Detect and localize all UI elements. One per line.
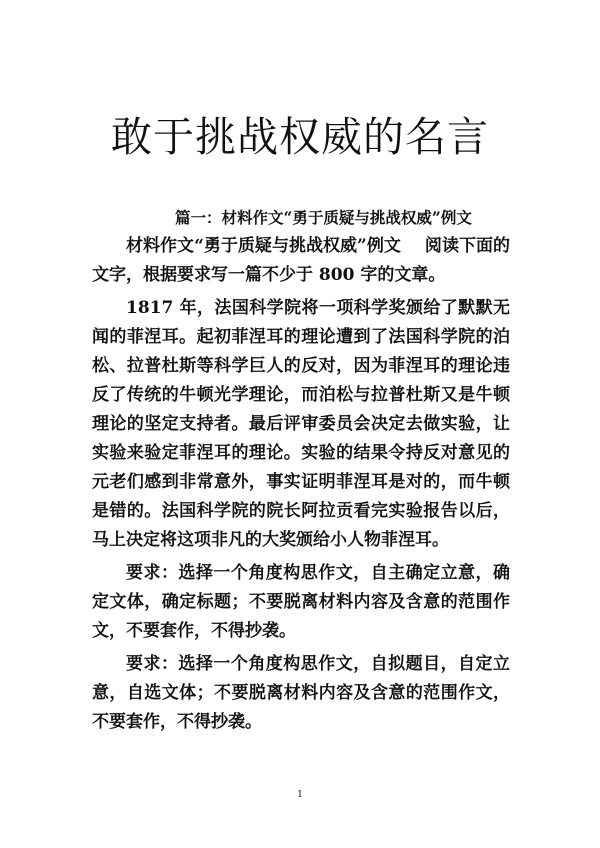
intro-instruction: 阅读下面的文字，根据要求写一篇不少于 800 字的文章。 (92, 236, 511, 285)
page-number: 1 (297, 790, 303, 800)
intro-heading: 材料作文“勇于质疑与挑战权威”例文 (126, 236, 401, 256)
requirement-paragraph-2: 要求：选择一个角度构思作文，自拟题目，自定立意，自选文体；不要脱离材料内容及含意的范围作文，不要套作，不得抄袭。 (92, 654, 510, 732)
article-body (92, 232, 510, 741)
page-title: 敢于挑战权威的名言 (111, 113, 489, 161)
requirement-paragraph-1: 要求：选择一个角度构思作文，自主确定立意，确定文体，确定标题；不要脱离材料内容及含意的范围作文，不要套作，不得抄袭。 (92, 563, 510, 641)
article-subtitle: 篇一：材料作文“勇于质疑与挑战权威”例文 (175, 208, 472, 227)
intro-paragraph (92, 232, 510, 290)
material-paragraph: 1817 年，法国科学院将一项科学奖颁给了默默无闻的菲涅耳。起初菲涅耳的理论遭到了法国科学院的泊松、拉普杜斯等科学巨人的反对，因为菲涅耳的理论违反了传统的牛顿光学理论，而泊松与拉普杜斯又是牛顿理论的坚定支持者。最后评审委员会决定去做实验，让实验来验定菲涅耳的理论。实验的结果令持反对意见的元老们感到非常意外，事实证明菲涅耳是对的，而牛顿是错的。法国科学院的院长阿拉贡看完实验报告以后，马上决定将这项非凡的大奖颁给小人物菲涅耳。 (92, 298, 510, 550)
